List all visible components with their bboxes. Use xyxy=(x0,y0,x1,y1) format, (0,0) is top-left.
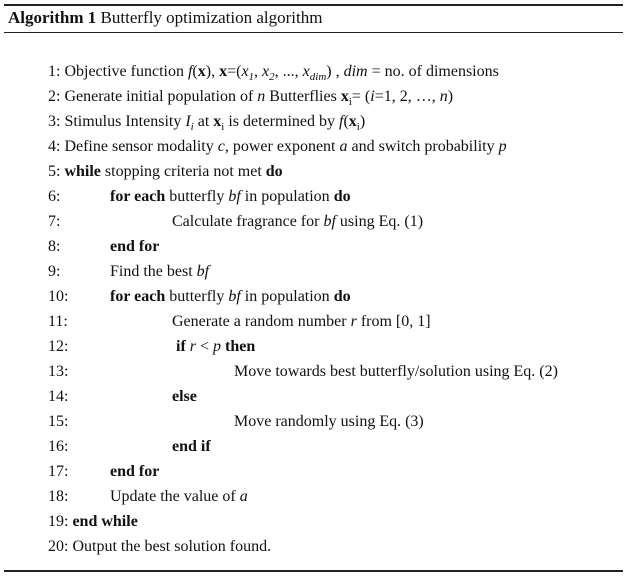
line-text: Update the value of a xyxy=(110,488,248,505)
algorithm-line xyxy=(0,535,629,559)
line-text: Move towards best butterfly/solution using Eq. (2) xyxy=(234,363,558,380)
algorithm-line xyxy=(0,410,629,434)
algorithm-line xyxy=(0,85,629,109)
algorithm-line xyxy=(0,135,629,159)
algorithm-line xyxy=(0,335,629,359)
line-number: 6: xyxy=(48,188,61,205)
bottom-rule xyxy=(4,570,623,572)
line-text: if r < p then xyxy=(176,338,256,355)
algorithm-line xyxy=(0,210,629,234)
algorithm-line xyxy=(0,110,629,134)
line-number: 17: xyxy=(48,463,69,480)
line-number: 14: xyxy=(48,388,69,405)
line-number: 16: xyxy=(48,438,69,455)
algorithm-caption xyxy=(8,8,322,28)
line-text: Move randomly using Eq. (3) xyxy=(234,413,424,430)
algorithm-line xyxy=(0,285,629,309)
algorithm-line xyxy=(0,385,629,409)
line-number: 15: xyxy=(48,413,69,430)
algorithm-line xyxy=(0,310,629,334)
line-text: for each butterfly bf in population do xyxy=(110,288,351,305)
top-rule xyxy=(4,4,623,6)
algorithm-line xyxy=(0,60,629,84)
line-text: 2: Generate initial population of n Butterflies $x_i= (i=1$, 2, …, n) xyxy=(48,88,454,109)
line-text: for each butterfly bf in population do xyxy=(110,188,351,205)
algorithm-label: Algorithm 1 xyxy=(8,8,97,27)
line-text: 3: Stimulus Intensity $I_i$ at $x_i$ is determined by $f(x_i)$ xyxy=(48,113,366,134)
line-number: 12: xyxy=(48,338,69,355)
line-text: 20: Output the best solution found. xyxy=(48,538,272,555)
line-number: 18: xyxy=(48,488,69,505)
algorithm-line xyxy=(0,160,629,184)
line-number: 11: xyxy=(48,313,68,330)
line-text: Generate a random number r from [0, 1] xyxy=(172,313,431,330)
line-number: 8: xyxy=(48,238,61,255)
algorithm-title: Butterfly optimization algorithm xyxy=(100,8,323,27)
algorithm-line xyxy=(0,460,629,484)
line-text: else xyxy=(172,388,197,405)
line-text: Find the best bf xyxy=(110,263,210,280)
algorithm-line xyxy=(0,435,629,459)
line-text: 1: Objective function f(x), $x=(x_1$, $x_2$, ..., $x_{dim}$) , dim = no. of dimensions xyxy=(48,63,499,84)
algorithm-line xyxy=(0,185,629,209)
algorithm-line xyxy=(0,235,629,259)
algorithm-line xyxy=(0,360,629,384)
algorithm-line xyxy=(0,260,629,284)
line-text: 19: end while xyxy=(48,513,138,530)
line-text: end if xyxy=(172,438,211,455)
algorithm-line xyxy=(0,485,629,509)
line-text: end for xyxy=(110,238,160,255)
line-text: end for xyxy=(110,463,160,480)
line-number: 13: xyxy=(48,363,69,380)
line-number: 7: xyxy=(48,213,61,230)
line-number: 9: xyxy=(48,263,61,280)
algorithm-line xyxy=(0,510,629,534)
line-number: 10: xyxy=(48,288,69,305)
caption-rule xyxy=(4,32,623,33)
line-text: Calculate fragrance for bf using Eq. (1) xyxy=(172,213,424,230)
line-text: 4: Define sensor modality c, power exponent a and switch probability p xyxy=(48,138,507,155)
line-text: 5: while stopping criteria not met do xyxy=(48,163,283,180)
